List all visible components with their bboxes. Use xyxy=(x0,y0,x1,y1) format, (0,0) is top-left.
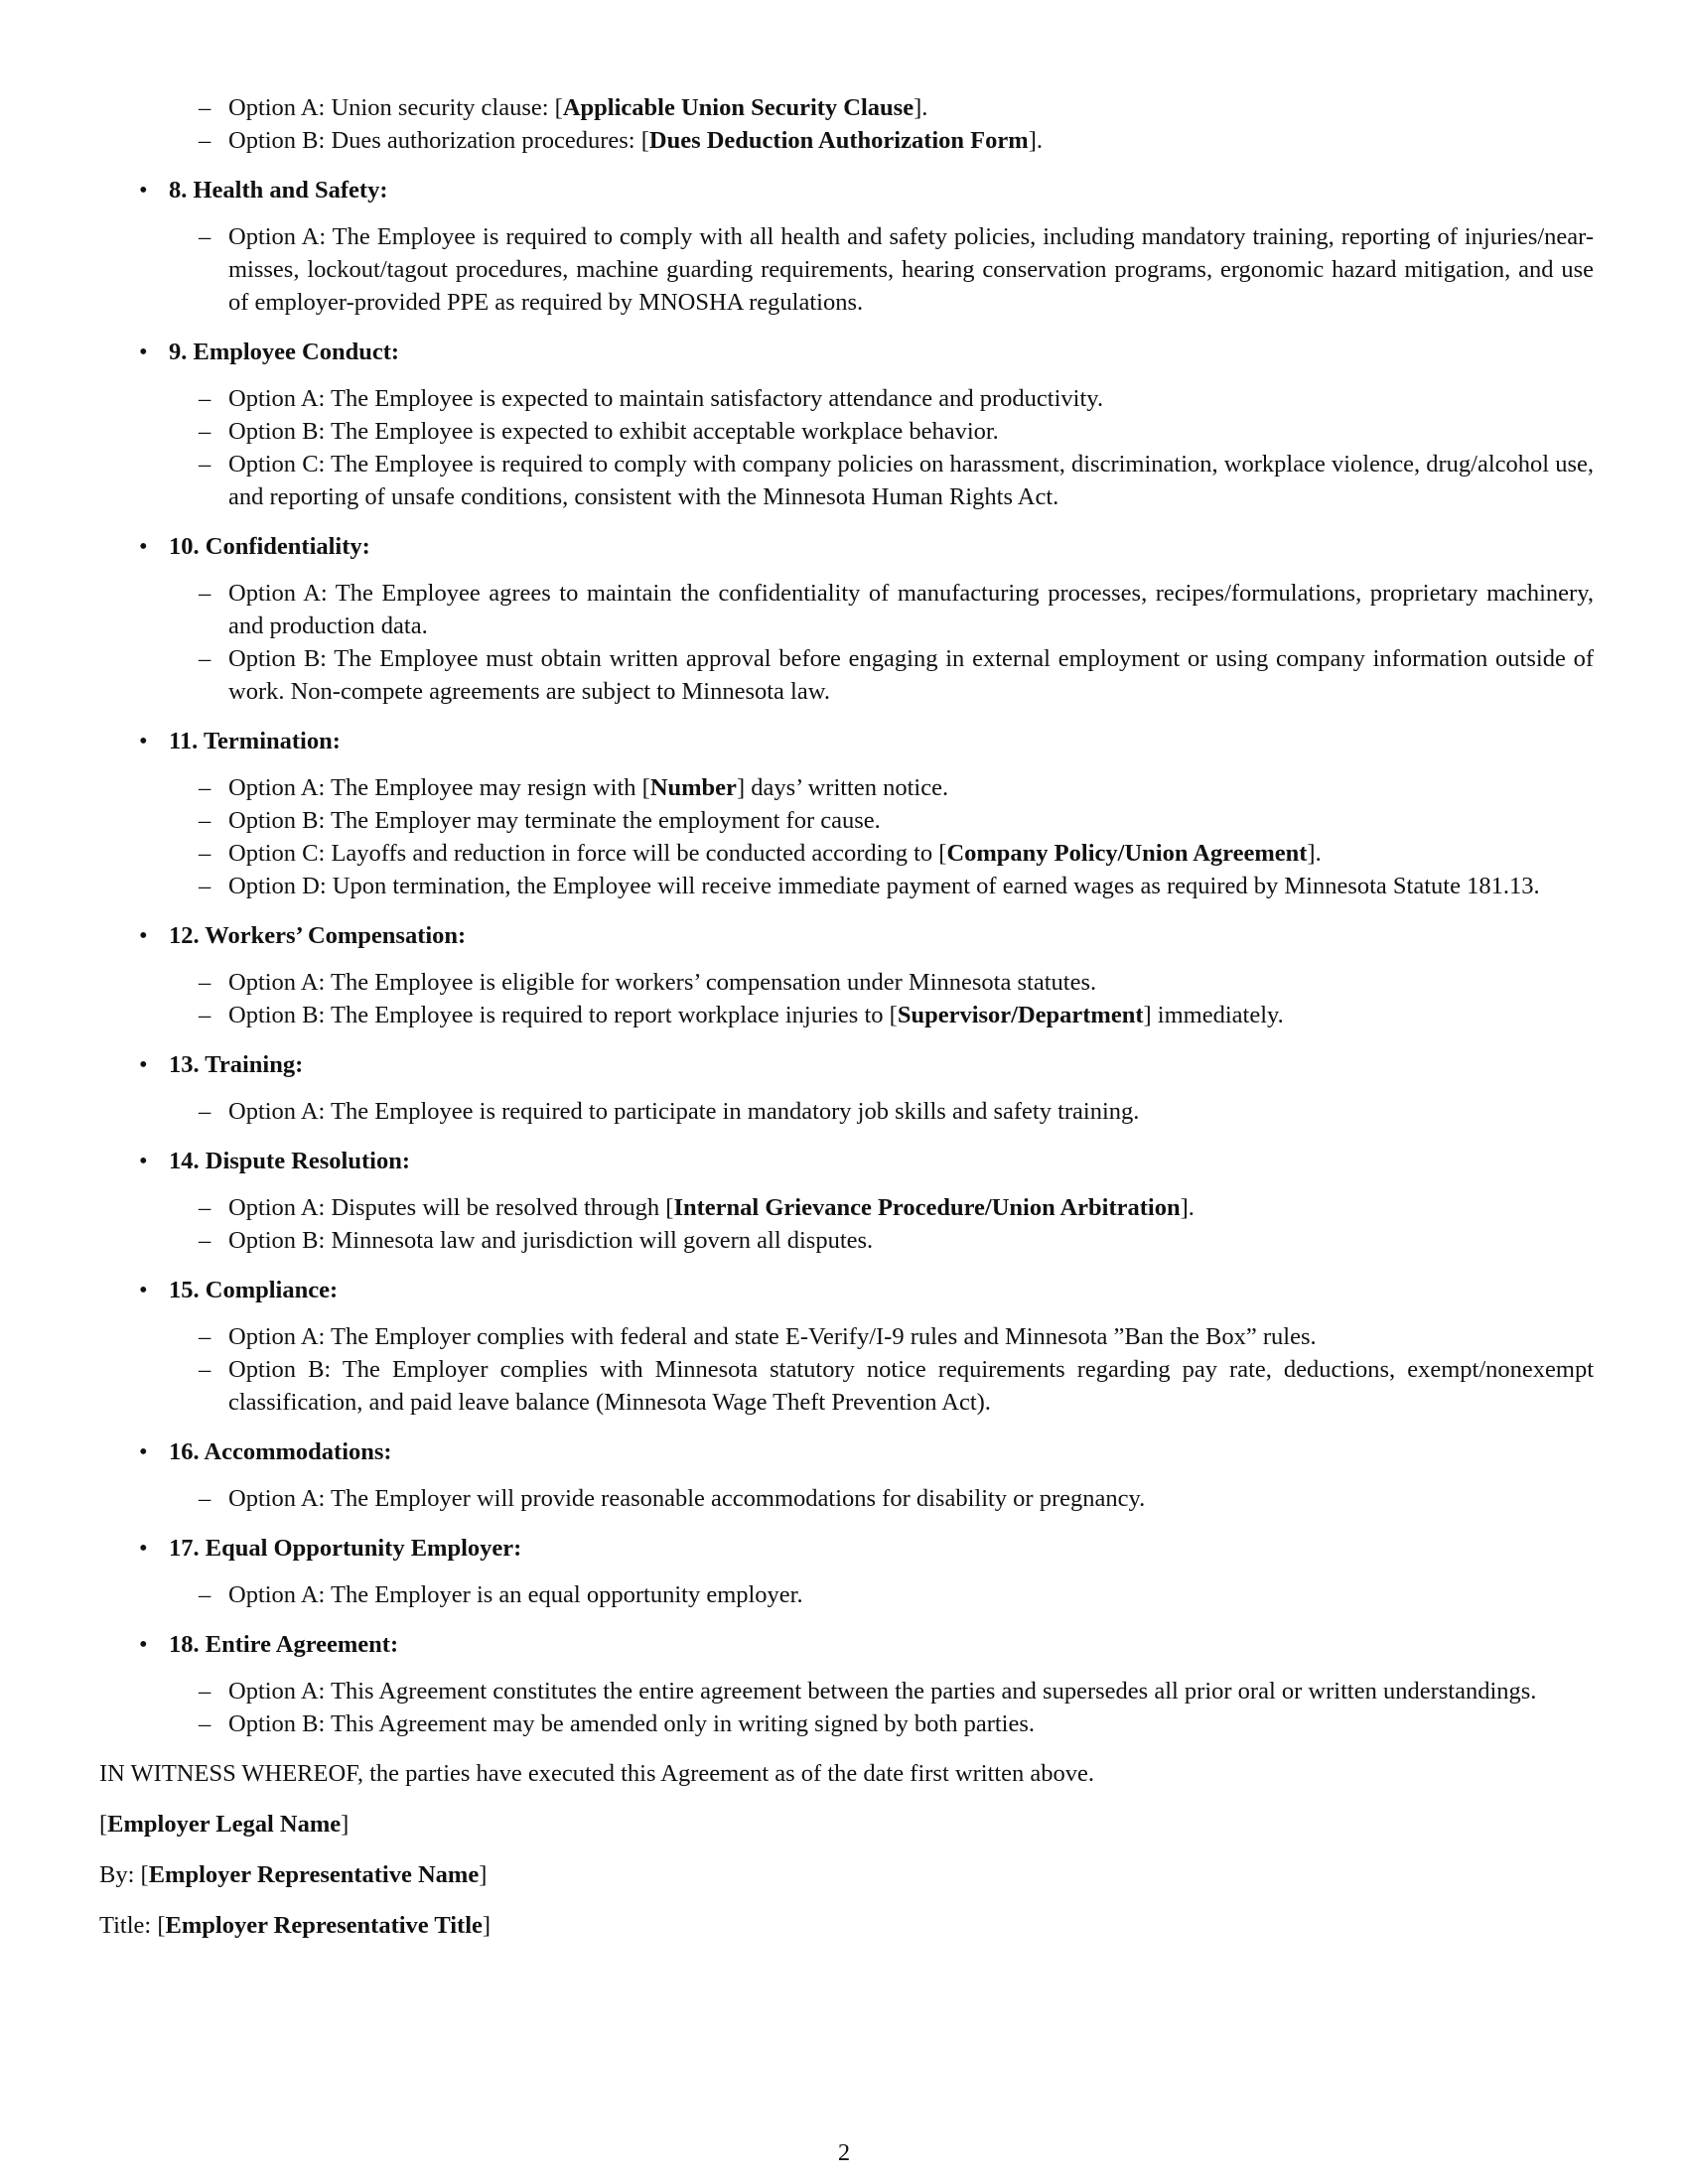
option-item xyxy=(169,382,1594,415)
dash-marker: – xyxy=(199,873,211,899)
section-item xyxy=(139,336,1594,513)
option-text: Option B: Minnesota law and jurisdiction will govern all disputes. xyxy=(228,1227,874,1254)
dash-marker: – xyxy=(199,774,211,801)
option-text: Option A: The Employer complies with federal and state E-Verify/I-9 rules and Minnesota ”Ban the Box” rules. xyxy=(228,1323,1317,1350)
section-title: 17. Equal Opportunity Employer: xyxy=(169,1535,522,1562)
option-item xyxy=(169,966,1594,999)
bullet-marker: • xyxy=(139,177,148,204)
option-placeholder: Internal Grievance Procedure/Union Arbitration xyxy=(673,1194,1181,1221)
dash-marker: – xyxy=(199,969,211,996)
bullet-marker: • xyxy=(139,1148,148,1174)
section-item xyxy=(139,1435,1594,1515)
option-item xyxy=(169,415,1594,448)
section-item xyxy=(139,1145,1594,1257)
option-item xyxy=(169,1707,1594,1740)
section-item xyxy=(139,725,1594,902)
option-text: Option D: Upon termination, the Employee will receive immediate payment of earned wages as required by Minnesota Statute 181.13. xyxy=(228,873,1540,899)
option-text: Option A: Union security clause: [ xyxy=(228,94,563,121)
option-item xyxy=(169,1675,1594,1707)
option-item xyxy=(169,999,1594,1031)
dash-marker: – xyxy=(199,1323,211,1350)
dash-marker: – xyxy=(199,1227,211,1254)
dash-marker: – xyxy=(199,223,211,250)
option-item xyxy=(169,91,1594,124)
option-text: Option A: The Employee is required to comply with all health and safety policies, including mandatory training, reporting of injuries/near-misses, lockout/tagout procedures, machine guarding requirements, hearing conservation programs, ergonomic hazard mitigation, and use of employer-provided PPE as required by MNOSHA regulations. xyxy=(228,223,1594,316)
option-text: Option A: The Employer will provide reasonable accommodations for disability or pregnancy. xyxy=(228,1485,1146,1512)
dash-marker: – xyxy=(199,418,211,445)
option-placeholder: Applicable Union Security Clause xyxy=(562,94,914,121)
dash-marker: – xyxy=(199,580,211,607)
option-item xyxy=(169,771,1594,804)
dash-marker: – xyxy=(199,94,211,121)
option-text: Option A: The Employee is required to participate in mandatory job skills and safety training. xyxy=(228,1098,1140,1125)
option-text: Option B: The Employee is expected to exhibit acceptable workplace behavior. xyxy=(228,418,999,445)
dash-marker: – xyxy=(199,807,211,834)
option-item xyxy=(169,1224,1594,1257)
section-title: 10. Confidentiality: xyxy=(169,533,370,560)
section-title: 9. Employee Conduct: xyxy=(169,339,400,365)
intro-option xyxy=(99,91,1594,124)
witness-statement: IN WITNESS WHEREOF, the parties have executed this Agreement as of the date first written above. xyxy=(99,1760,1095,1787)
option-text: Option B: The Employee is required to report workplace injuries to [ xyxy=(228,1002,898,1028)
section-title: 8. Health and Safety: xyxy=(169,177,388,204)
option-item xyxy=(169,870,1594,902)
option-text: Option B: The Employer may terminate the employment for cause. xyxy=(228,807,881,834)
section-heading xyxy=(139,1435,1594,1468)
bullet-marker: • xyxy=(139,1051,148,1078)
option-item xyxy=(169,124,1594,157)
section-item xyxy=(139,1048,1594,1128)
page-number: 2 xyxy=(837,2139,851,2166)
section-item xyxy=(139,1628,1594,1740)
option-item xyxy=(169,1353,1594,1419)
dash-marker: – xyxy=(199,1710,211,1737)
section-title: 15. Compliance: xyxy=(169,1277,339,1303)
section-title: 11. Termination: xyxy=(169,728,341,754)
dash-marker: – xyxy=(199,645,211,672)
title-line: Title: [Employer Representative Title] xyxy=(99,1912,492,1939)
section-title: 13. Training: xyxy=(169,1051,304,1078)
section-item xyxy=(139,1274,1594,1419)
dash-marker: – xyxy=(199,1581,211,1608)
option-text: Option B: The Employer complies with Minnesota statutory notice requirements regarding pay rate, deductions, exempt/nonexempt classification, and paid leave balance (Minnesota Wage Theft Prevention Act). xyxy=(228,1356,1594,1416)
section-title: 16. Accommodations: xyxy=(169,1438,392,1465)
bullet-marker: • xyxy=(139,1277,148,1303)
signature-block xyxy=(99,1757,1594,1942)
intro-options-list xyxy=(99,91,1594,157)
dash-marker: – xyxy=(199,451,211,478)
section-heading xyxy=(139,725,1594,757)
section-title: 18. Entire Agreement: xyxy=(169,1631,399,1658)
by-line: By: [Employer Representative Name] xyxy=(99,1861,488,1888)
option-text: Option A: The Employee is eligible for workers’ compensation under Minnesota statutes. xyxy=(228,969,1097,996)
section-heading xyxy=(139,1145,1594,1177)
option-placeholder: Company Policy/Union Agreement xyxy=(946,840,1308,867)
bullet-marker: • xyxy=(139,1535,148,1562)
dash-marker: – xyxy=(199,1098,211,1125)
option-text: Option A: This Agreement constitutes the entire agreement between the parties and supersedes all prior oral or written understandings. xyxy=(228,1678,1537,1705)
document-page xyxy=(99,91,1594,1960)
section-title: 14. Dispute Resolution: xyxy=(169,1148,410,1174)
option-item xyxy=(169,642,1594,708)
section-heading xyxy=(139,1628,1594,1661)
option-placeholder: Dues Deduction Authorization Form xyxy=(648,127,1029,154)
option-item xyxy=(169,1482,1594,1515)
bullet-marker: • xyxy=(139,533,148,560)
option-item xyxy=(169,1578,1594,1611)
option-item xyxy=(169,837,1594,870)
intro-option xyxy=(99,124,1594,157)
section-heading xyxy=(139,1274,1594,1306)
option-item xyxy=(169,1320,1594,1353)
by-label: By: xyxy=(99,1861,135,1888)
sections-container xyxy=(99,174,1594,1740)
dash-marker: – xyxy=(199,1194,211,1221)
dash-marker: – xyxy=(199,1356,211,1383)
option-text: Option C: Layoffs and reduction in force will be conducted according to [ xyxy=(228,840,947,867)
option-text-suffix: ]. xyxy=(1307,840,1322,867)
option-text: Option B: This Agreement may be amended only in writing signed by both parties. xyxy=(228,1710,1036,1737)
option-text: Option C: The Employee is required to comply with company policies on harassment, discrimination, workplace violence, drug/alcohol use, and reporting of unsafe conditions, consistent with the Minnesota Human Rights Act. xyxy=(228,451,1594,510)
dash-marker: – xyxy=(199,127,211,154)
bullet-marker: • xyxy=(139,1438,148,1465)
section-heading xyxy=(139,336,1594,368)
bullet-marker: • xyxy=(139,728,148,754)
section-item xyxy=(139,1532,1594,1611)
dash-marker: – xyxy=(199,1678,211,1705)
bullet-marker: • xyxy=(139,922,148,949)
dash-marker: – xyxy=(199,1485,211,1512)
option-item xyxy=(169,804,1594,837)
option-text: Option A: The Employer is an equal opportunity employer. xyxy=(228,1581,803,1608)
dash-marker: – xyxy=(199,385,211,412)
section-item xyxy=(139,919,1594,1031)
section-heading xyxy=(139,530,1594,563)
option-text: Option A: The Employee is expected to maintain satisfactory attendance and productivity. xyxy=(228,385,1104,412)
dash-marker: – xyxy=(199,840,211,867)
section-heading xyxy=(139,174,1594,206)
section-item xyxy=(139,174,1594,319)
title-label: Title: xyxy=(99,1912,152,1939)
section-heading xyxy=(139,919,1594,952)
dash-marker: – xyxy=(199,1002,211,1028)
option-text-suffix: ]. xyxy=(1028,127,1043,154)
option-text: Option B: The Employee must obtain written approval before engaging in external employment or using company information outside of work. Non-compete agreements are subject to Minnesota law. xyxy=(228,645,1594,705)
option-item xyxy=(169,577,1594,642)
option-text: Option B: Dues authorization procedures: [ xyxy=(228,127,649,154)
bullet-marker: • xyxy=(139,339,148,365)
employer-legal-name-placeholder: Employer Legal Name xyxy=(107,1811,342,1838)
option-item xyxy=(169,1191,1594,1224)
option-text: Option A: The Employee agrees to maintain the confidentiality of manufacturing processes, recipes/formulations, proprietary machinery, and production data. xyxy=(228,580,1594,639)
section-item xyxy=(139,530,1594,708)
option-item xyxy=(169,1095,1594,1128)
section-heading xyxy=(139,1048,1594,1081)
option-text: Option A: The Employee may resign with [ xyxy=(228,774,650,801)
option-text: Option A: Disputes will be resolved through [ xyxy=(228,1194,674,1221)
representative-name-placeholder: Employer Representative Name xyxy=(148,1861,480,1888)
bullet-marker: • xyxy=(139,1631,148,1658)
option-item xyxy=(169,220,1594,319)
option-text-suffix: ]. xyxy=(914,94,928,121)
option-placeholder: Supervisor/Department xyxy=(897,1002,1144,1028)
option-item xyxy=(169,448,1594,513)
representative-title-placeholder: Employer Representative Title xyxy=(165,1912,483,1939)
section-title: 12. Workers’ Compensation: xyxy=(169,922,467,949)
employer-legal-name-line: [Employer Legal Name] xyxy=(99,1811,350,1838)
option-text-suffix: ] immediately. xyxy=(1143,1002,1284,1028)
section-heading xyxy=(139,1532,1594,1565)
option-text-suffix: ] days’ written notice. xyxy=(736,774,949,801)
option-text-suffix: ]. xyxy=(1180,1194,1195,1221)
option-placeholder: Number xyxy=(649,774,737,801)
